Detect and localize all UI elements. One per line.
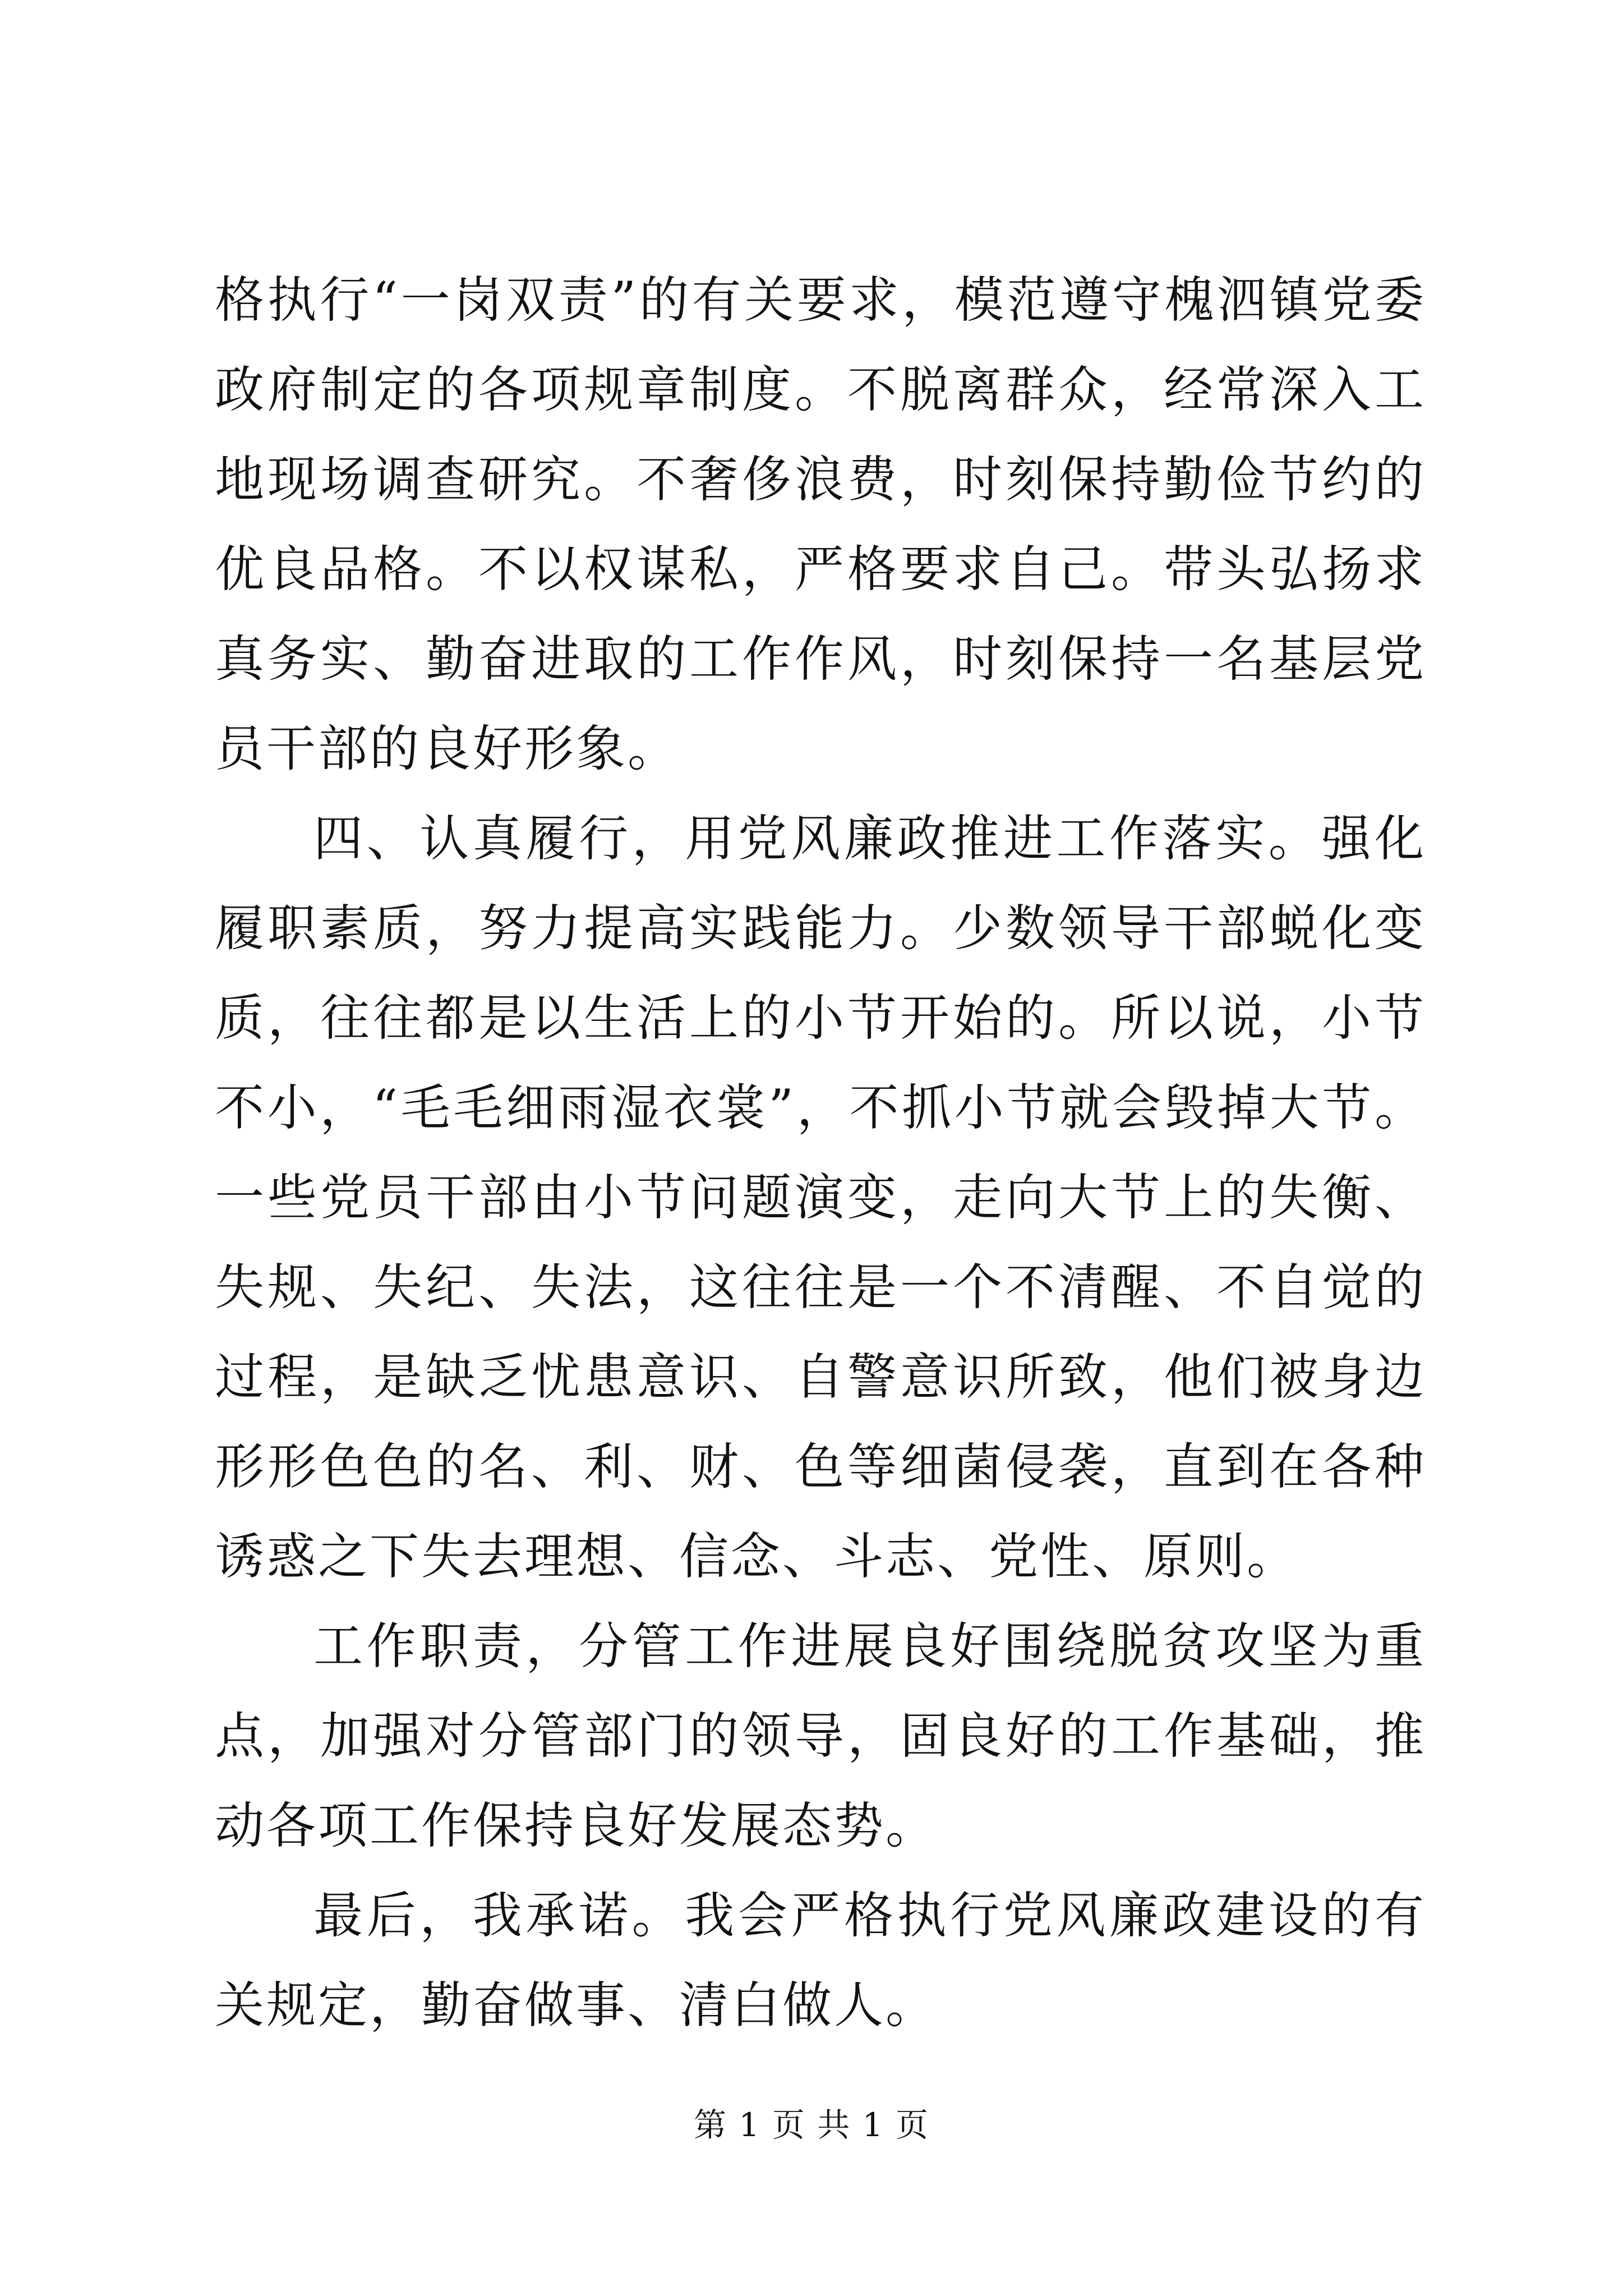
paragraph-commitment: 最后，我承诺。我会严格执行党风廉政建设的有关规定，勤奋做事、清白做人。 (215, 1887, 1426, 2034)
page-footer: 第 1 页 共 1 页 (694, 2106, 929, 2144)
paragraph-section-four: 四、认真履行，用党风廉政推进工作落实。强化履职素质，努力提高实践能力。少数领导干部蜕化变质，往往都是以生活上的小节开始的。所以说，小节不小，“毛毛细雨湿衣裳”，不抓小节就会毁掉大节。一些党员干部由小节问题演变，走向大节上的失衡、失规、失纪、失法，这往往是一个不清醒、不自觉的过程，是缺乏忧患意识、自警意识所致，他们被身边形形色色的名、利、财、色等细菌侵袭，直到在各种诱惑之下失去理想、信念、斗志、党性、原则。 (215, 809, 1426, 1585)
paragraph-continuation: 格执行“一岗双责”的有关要求，模范遵守槐泗镇党委政府制定的各项规章制度。不脱离群众，经常深入工地现场调查研究。不奢侈浪费，时刻保持勤俭节约的优良品格。不以权谋私，严格要求自己。带头弘扬求真务实、勤奋进取的工作作风，时刻保持一名基层党员干部的良好形象。 (215, 271, 1426, 777)
document-body (215, 255, 1426, 2050)
paragraph-work-duties: 工作职责，分管工作进展良好围绕脱贫攻坚为重点，加强对分管部门的领导，固良好的工作基础，推动各项工作保持良好发展态势。 (215, 1617, 1426, 1855)
